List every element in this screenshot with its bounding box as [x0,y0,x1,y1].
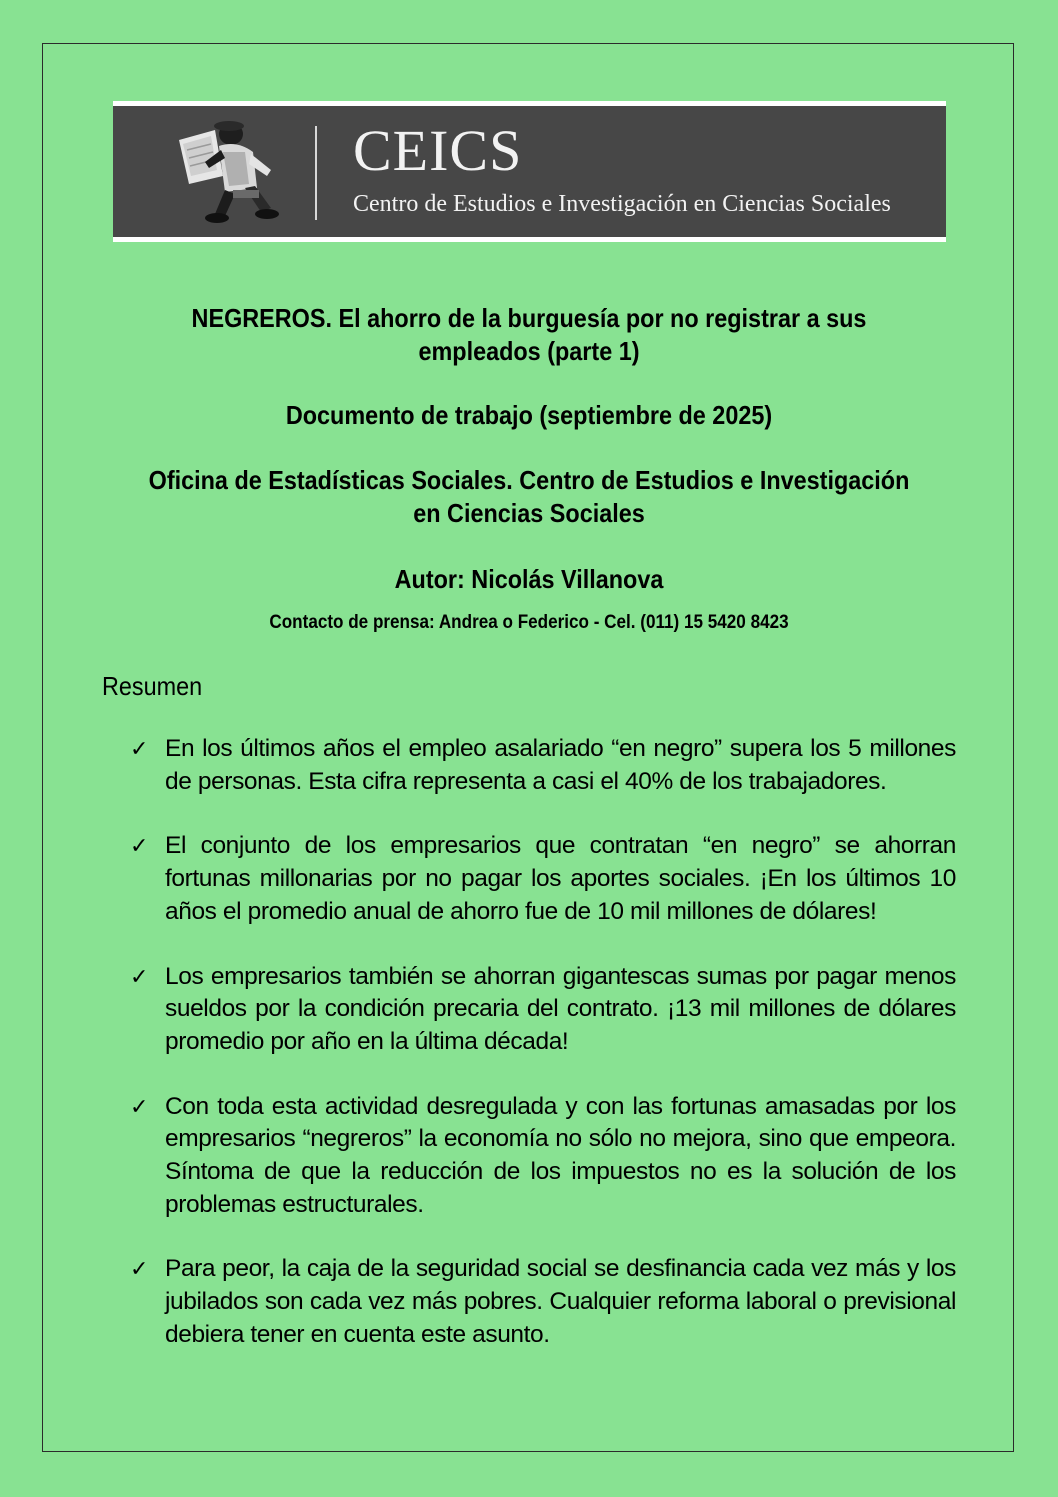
checkmark-icon: ✓ [130,737,149,762]
checkmark-icon: ✓ [130,1094,149,1120]
checkmark-icon: ✓ [130,1257,149,1283]
list-item-text: Para peor, la caja de la seguridad social se desfinancia cada vez más y los jubilados son cada vez más pobres. Cualquier reforma laboral o previsional debiera tener en cuenta este asunto. [165,1255,956,1348]
office-name: Oficina de Estadísticas Sociales. Centro de Estudios e Investigación en Ciencias Sociales [148,465,910,528]
list-item [130,1253,956,1351]
list-item [130,1091,956,1222]
ceics-logo-text: CEICS [353,118,523,183]
list-item-text: Los empresarios también se ahorran gigantescas sumas por pagar menos sueldos por la condición precaria del contrato. ¡13 mil millones de dólares promedio por año en la última década! [165,962,956,1055]
checkmark-icon: ✓ [130,834,149,860]
author-line: Autor: Nicolás Villanova [394,564,664,594]
header-banner [113,101,946,242]
worker-reading-newspaper-logo [175,118,285,230]
list-item-text: Con toda esta actividad desregulada y con las fortunas amasadas por los empresarios “negreros” la economía no sólo no mejora, sino que empeora. Síntoma de que la reducción de los impuestos no es la solución de los problemas estructurales. [165,1092,956,1218]
list-item [130,830,956,928]
list-item-text: En los últimos años el empleo asalariado “en negro” supera los 5 millones de personas. Esta cifra representa a casi el 40% de los trabajadores. [165,735,956,795]
list-item [130,733,956,798]
press-contact: Contacto de prensa: Andrea o Federico - Cel. (011) 15 5420 8423 [269,612,789,633]
document-title: NEGREROS. El ahorro de la burguesía por no registrar a sus empleados (parte 1) [191,303,867,366]
banner-divider [315,126,317,220]
summary-heading: Resumen [102,671,203,701]
list-item-text: El conjunto de los empresarios que contratan “en negro” se ahorran fortunas millonarias por no pagar los aportes sociales. ¡En los últimos 10 años el promedio anual de ahorro fue de 10 mil millones de dólares! [165,832,956,925]
checkmark-icon: ✓ [130,964,149,990]
summary-list [130,733,956,1384]
list-item [130,961,956,1059]
banner-subtitle: Centro de Estudios e Investigación en Ciencias Sociales [353,191,891,217]
document-type: Documento de trabajo (septiembre de 2025) [285,400,773,430]
